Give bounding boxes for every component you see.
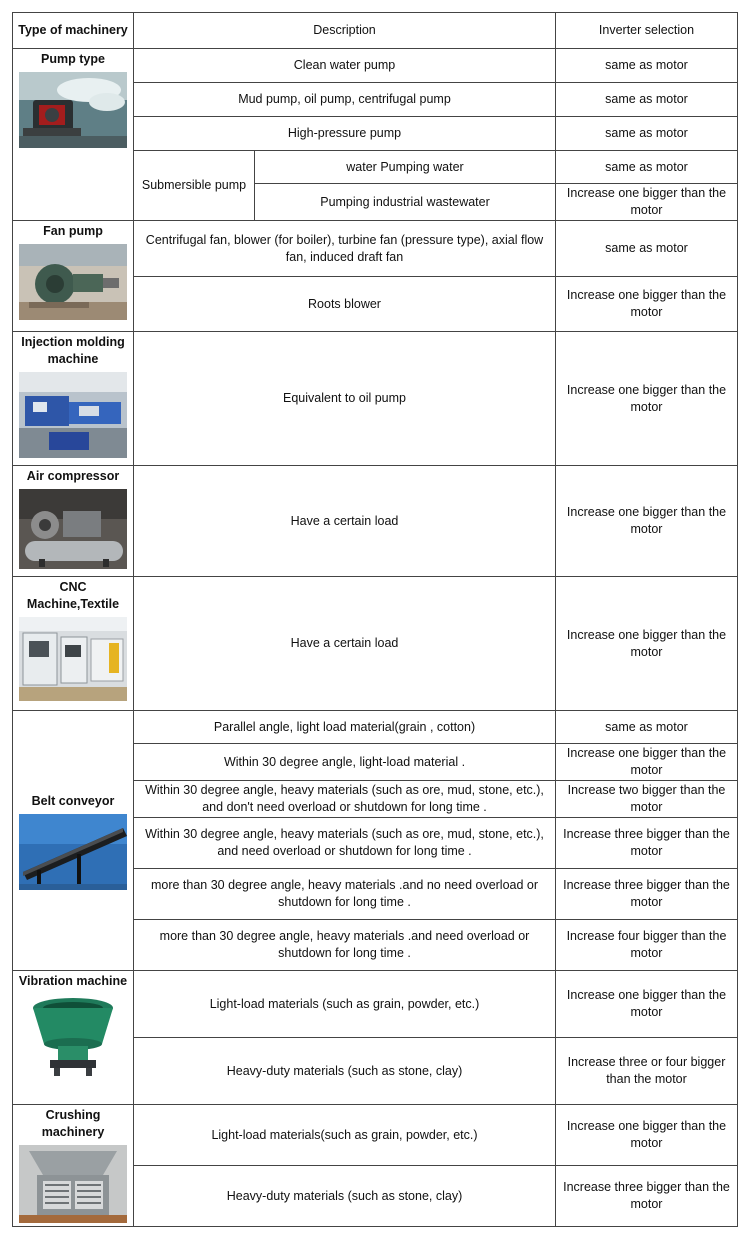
selection-cell: Increase three or four bigger than the motor <box>556 1038 738 1105</box>
header-row <box>13 13 738 49</box>
selection-cell: same as motor <box>556 151 738 184</box>
description-cell: Have a certain load <box>134 577 556 711</box>
selection-cell: Increase one bigger than the motor <box>556 744 738 781</box>
description-cell: Parallel angle, light load material(grain , cotton) <box>134 711 556 744</box>
selection-cell: Increase one bigger than the motor <box>556 1105 738 1166</box>
category-name: Fan pump <box>43 224 103 238</box>
table-row <box>13 711 738 744</box>
table-row <box>13 1105 738 1166</box>
category-name: Crushing machinery <box>41 1108 105 1139</box>
header-selection: Inverter selection <box>556 13 738 49</box>
description-cell: Within 30 degree angle, light-load material . <box>134 744 556 781</box>
crusher-photo <box>19 1145 127 1223</box>
cnc-machine-photo <box>19 617 127 701</box>
description-cell: Clean water pump <box>134 49 556 83</box>
header-type: Type of machinery <box>13 13 134 49</box>
category-belt <box>13 711 134 971</box>
table-row <box>13 221 738 277</box>
table-row <box>13 49 738 83</box>
category-name: Pump type <box>41 52 105 66</box>
table-row <box>13 466 738 577</box>
category-name: Injection molding machine <box>21 335 125 366</box>
description-cell: Heavy-duty materials (such as stone, clay) <box>134 1038 556 1105</box>
selection-cell: same as motor <box>556 117 738 151</box>
description-cell: more than 30 degree angle, heavy materials .and no need overload or shutdown for long time . <box>134 869 556 920</box>
selection-cell: Increase one bigger than the motor <box>556 971 738 1038</box>
description-cell: Have a certain load <box>134 466 556 577</box>
description-cell: Within 30 degree angle, heavy materials (such as ore, mud, stone, etc.), and need overload or shutdown for long time . <box>134 818 556 869</box>
description-cell: water Pumping water <box>255 151 556 184</box>
selection-cell: same as motor <box>556 83 738 117</box>
selection-cell: Increase one bigger than the motor <box>556 577 738 711</box>
selection-cell: Increase three bigger than the motor <box>556 1166 738 1227</box>
category-crusher <box>13 1105 134 1227</box>
category-name: Belt conveyor <box>31 794 115 808</box>
subcategory-submersible: Submersible pump <box>134 151 255 221</box>
selection-cell: same as motor <box>556 221 738 277</box>
selection-cell: Increase one bigger than the motor <box>556 277 738 332</box>
selection-cell: same as motor <box>556 49 738 83</box>
description-cell: Pumping industrial wastewater <box>255 184 556 221</box>
selection-cell: same as motor <box>556 711 738 744</box>
category-vibration <box>13 971 134 1105</box>
injection-molding-photo <box>19 372 127 458</box>
water-pump-photo <box>19 72 127 148</box>
selection-cell: Increase three bigger than the motor <box>556 818 738 869</box>
selection-cell: Increase two bigger than the motor <box>556 781 738 818</box>
selection-cell: Increase one bigger than the motor <box>556 184 738 221</box>
category-name: CNC Machine,Textile <box>26 580 120 611</box>
category-injection <box>13 332 134 466</box>
category-name: Air compressor <box>26 469 120 483</box>
description-cell: Centrifugal fan, blower (for boiler), turbine fan (pressure type), axial flow fan, induced draft fan <box>134 221 556 277</box>
description-cell: Light-load materials(such as grain, powder, etc.) <box>134 1105 556 1166</box>
table-row <box>13 332 738 466</box>
description-cell: Light-load materials (such as grain, powder, etc.) <box>134 971 556 1038</box>
description-cell: Roots blower <box>134 277 556 332</box>
description-cell: more than 30 degree angle, heavy materials .and need overload or shutdown for long time . <box>134 920 556 971</box>
inverter-selection-table <box>12 12 738 1227</box>
category-pump <box>13 49 134 221</box>
description-cell: Mud pump, oil pump, centrifugal pump <box>134 83 556 117</box>
category-cnc <box>13 577 134 711</box>
category-compressor <box>13 466 134 577</box>
description-cell: Equivalent to oil pump <box>134 332 556 466</box>
belt-conveyor-photo <box>19 814 127 890</box>
selection-cell: Increase three bigger than the motor <box>556 869 738 920</box>
table-row <box>13 577 738 711</box>
description-cell: Heavy-duty materials (such as stone, clay) <box>134 1166 556 1227</box>
selection-cell: Increase one bigger than the motor <box>556 466 738 577</box>
header-description: Description <box>134 13 556 49</box>
vibration-bowl-photo <box>28 994 118 1076</box>
selection-cell: Increase one bigger than the motor <box>556 332 738 466</box>
description-cell: Within 30 degree angle, heavy materials (such as ore, mud, stone, etc.), and don't need overload or shutdown for long time . <box>134 781 556 818</box>
category-fan <box>13 221 134 332</box>
description-cell: High-pressure pump <box>134 117 556 151</box>
category-name: Vibration machine <box>18 974 128 988</box>
air-compressor-photo <box>19 489 127 569</box>
selection-cell: Increase four bigger than the motor <box>556 920 738 971</box>
table-row <box>13 971 738 1038</box>
industrial-fan-photo <box>19 244 127 320</box>
